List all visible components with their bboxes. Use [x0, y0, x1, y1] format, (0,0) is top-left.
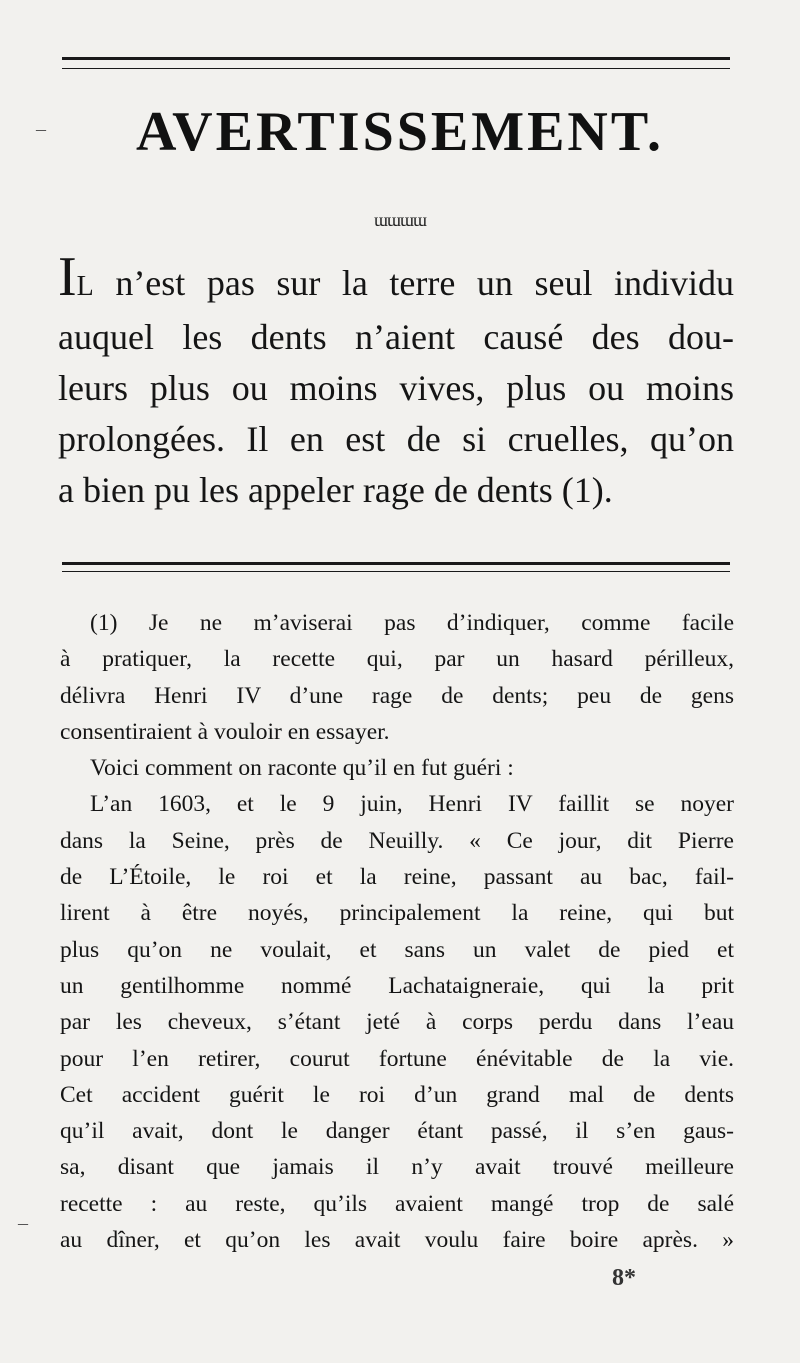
footnote-line: lirent à être noyés, principalement la reine, qui but: [60, 900, 734, 927]
title-ornament: ɯɯɯɯ: [373, 210, 426, 230]
footnote-line: qu’il avait, dont le danger étant passé, il s’en gaus-: [60, 1118, 734, 1145]
footnote-line: par les cheveux, s’étant jeté à corps perdu dans l’eau: [60, 1009, 734, 1036]
footnote-line: délivra Henri IV d’une rage de dents; peu de gens: [60, 682, 734, 709]
footnote-line: de L’Étoile, le roi et la reine, passant au bac, fail-: [60, 864, 734, 891]
drop-cap-rest: L: [76, 271, 94, 302]
main-line-2: auquel les dents n’aient causé des dou-: [58, 317, 734, 357]
main-line-1: IL n’est pas sur la terre un seul individu: [58, 246, 734, 308]
top-double-rule: [62, 57, 730, 69]
footnote-line: au dîner, et qu’on les avait voulu faire boire après. »: [60, 1227, 734, 1254]
footnote-line: dans la Seine, près de Neuilly. « Ce jour, dit Pierre: [60, 827, 734, 854]
footnote-line: pour l’en retirer, courut fortune énévitable de la vie.: [60, 1045, 734, 1072]
footnote-separator-rule: [62, 562, 730, 572]
signature-mark: 8*: [612, 1265, 636, 1291]
footnote-line: L’an 1603, et le 9 juin, Henri IV faillit se noyer: [90, 791, 734, 818]
margin-dash: –: [18, 1212, 28, 1234]
footnote-line: Cet accident guérit le roi d’un grand mal de dents: [60, 1081, 734, 1108]
main-line-3: leurs plus ou moins vives, plus ou moins: [58, 368, 734, 408]
footnote-line: (1) Je ne m’aviserai pas d’indiquer, comme facile: [90, 610, 734, 636]
footnote-line: à pratiquer, la recette qui, par un hasard périlleux,: [60, 646, 734, 673]
footnote: [60, 605, 734, 1258]
drop-cap: I: [58, 246, 77, 308]
main-line-4: prolongées. Il en est de si cruelles, qu’on: [58, 419, 734, 459]
footnote-line: un gentilhomme nommé Lachataigneraie, qui la prit: [60, 972, 734, 999]
footnote-line: recette : au reste, qu’ils avaient mangé trop de salé: [60, 1190, 734, 1217]
page-title: AVERTISSEMENT.: [135, 101, 665, 163]
footnote-line: sa, disant que jamais il n’y avait trouvé meilleure: [60, 1154, 734, 1181]
main-paragraph: [58, 246, 734, 516]
footnote-line: Voici comment on raconte qu’il en fut guéri :: [90, 755, 514, 782]
main-line-5: a bien pu les appeler rage de dents (1).: [58, 470, 613, 510]
footnote-line: plus qu’on ne voulait, et sans un valet de pied et: [60, 936, 734, 963]
margin-dash: –: [36, 118, 46, 140]
footnote-line: consentiraient à vouloir en essayer.: [60, 718, 390, 745]
